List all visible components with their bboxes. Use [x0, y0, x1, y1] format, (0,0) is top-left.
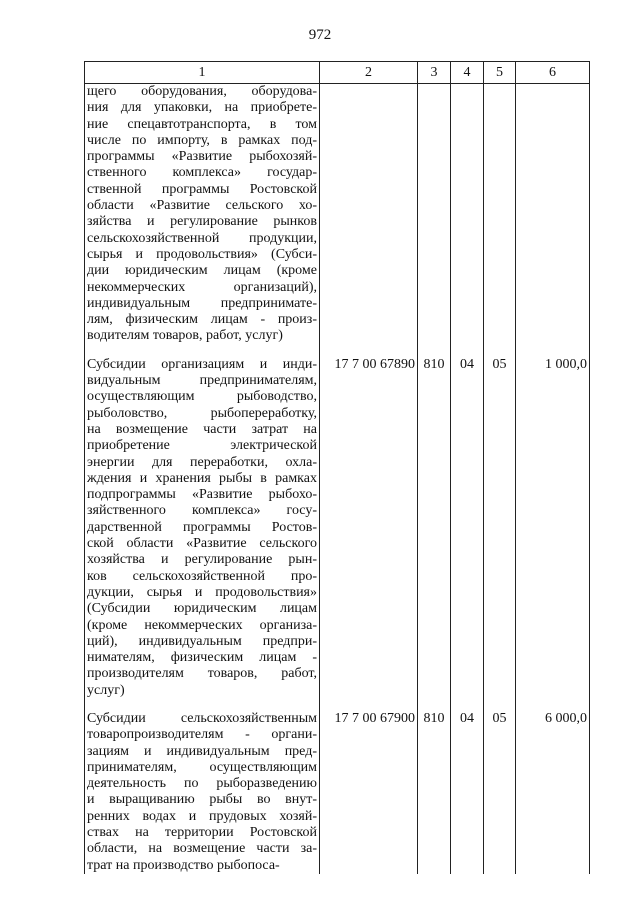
description-line: ской области «Развитие сельского	[87, 536, 317, 552]
row-description	[85, 711, 320, 874]
description-line: индивидуальным предпринимате-	[87, 295, 317, 311]
description-line: производителям товаров, работ,	[87, 666, 317, 682]
description-line: подпрограммы «Развитие рыбохо-	[87, 487, 317, 503]
page-number: 972	[308, 27, 332, 43]
description-line: дии юридическим лицам (кроме	[87, 263, 317, 279]
column-header-5: 5	[484, 62, 516, 84]
description-line: Субсидии сельскохозяйственным	[87, 710, 317, 726]
description-line: услуг)	[87, 682, 125, 698]
description-line: приобретение электрической	[87, 438, 317, 454]
description-line: зяйственного комплекса» госу-	[87, 503, 317, 519]
description-line: ние спецавтотранспорта, в том	[87, 116, 317, 132]
row-grbs	[418, 84, 451, 357]
description-line: водителям товаров, работ, услуг)	[87, 328, 283, 344]
row-section: 04	[451, 711, 484, 874]
description-line: области «Развитие сельского хо-	[87, 198, 317, 214]
column-header-3: 3	[418, 62, 451, 84]
description-line: нимателям, физическим лицам -	[87, 650, 317, 666]
description-line: ствах на территории Ростовской	[87, 825, 317, 841]
column-header-1: 1	[85, 62, 320, 84]
description-line: товаропроизводителям - органи-	[87, 727, 317, 743]
description-line: Субсидии организациям и инди-	[87, 356, 317, 372]
description-line: видуальным предпринимателям,	[87, 373, 317, 389]
description-line: сельскохозяйственной продукции,	[87, 230, 317, 246]
description-line: рыболовство, рыбопереработку,	[87, 405, 317, 421]
table-row	[85, 711, 590, 874]
description-line: лям, физическим лицам - произ-	[87, 312, 317, 328]
table-row	[85, 84, 590, 357]
row-description	[85, 84, 320, 357]
row-amount: 6 000,0	[516, 711, 590, 874]
description-line: (кроме некоммерческих организа-	[87, 617, 317, 633]
row-amount: 1 000,0	[516, 357, 590, 711]
description-line: трат на производство рыбопоса-	[87, 857, 280, 873]
column-header-2: 2	[320, 62, 418, 84]
description-line: на возмещение части затрат на	[87, 421, 317, 437]
description-line: хозяйства и регулирование рын-	[87, 552, 317, 568]
row-section	[451, 84, 484, 357]
row-grbs: 810	[418, 711, 451, 874]
description-line: области, на возмещение части за-	[87, 841, 317, 857]
description-line: осуществляющим рыбоводство,	[87, 389, 317, 405]
description-line: сырья и продовольствия» (Субси-	[87, 246, 317, 262]
description-line: некоммерческих организаций),	[87, 279, 317, 295]
budget-table	[84, 61, 590, 874]
column-header-6: 6	[516, 62, 590, 84]
description-line: ждения и хранения рыбы в рамках	[87, 470, 317, 486]
description-line: дарственной программы Ростов-	[87, 519, 317, 535]
description-line: ренних водах и прудовых хозяй-	[87, 808, 317, 824]
description-line: числе по импорту, в рамках под-	[87, 132, 317, 148]
description-line: деятельность по рыборазведению	[87, 776, 317, 792]
description-line: щего оборудования, оборудова-	[87, 84, 317, 99]
table-header-row	[85, 62, 590, 84]
column-header-4: 4	[451, 62, 484, 84]
table-body	[85, 84, 590, 874]
description-line: ций), индивидуальным предпри-	[87, 633, 317, 649]
description-line: программы «Развитие рыбохозяй-	[87, 149, 317, 165]
description-line: ственного комплекса» государ-	[87, 165, 317, 181]
description-line: принимателям, осуществляющим	[87, 759, 317, 775]
row-section: 04	[451, 357, 484, 711]
row-target-code: 17 7 00 67890	[320, 357, 418, 711]
row-subsection: 05	[484, 357, 516, 711]
row-target-code: 17 7 00 67900	[320, 711, 418, 874]
row-target-code	[320, 84, 418, 357]
row-amount	[516, 84, 590, 357]
description-line: ков сельскохозяйственной про-	[87, 568, 317, 584]
description-line: дукции, сырья и продовольствия»	[87, 584, 317, 600]
description-line: зяйства и регулирование рынков	[87, 214, 317, 230]
description-line: (Субсидии юридическим лицам	[87, 601, 317, 617]
table-row	[85, 357, 590, 711]
description-line: энергии для переработки, охла-	[87, 454, 317, 470]
row-subsection: 05	[484, 711, 516, 874]
description-line: зациям и индивидуальным пред-	[87, 743, 317, 759]
description-line: ния для упаковки, на приобрете-	[87, 100, 317, 116]
row-description	[85, 357, 320, 711]
row-grbs: 810	[418, 357, 451, 711]
description-line: ственной программы Ростовской	[87, 181, 317, 197]
row-subsection	[484, 84, 516, 357]
description-line: и выращиванию рыбы во внут-	[87, 792, 317, 808]
